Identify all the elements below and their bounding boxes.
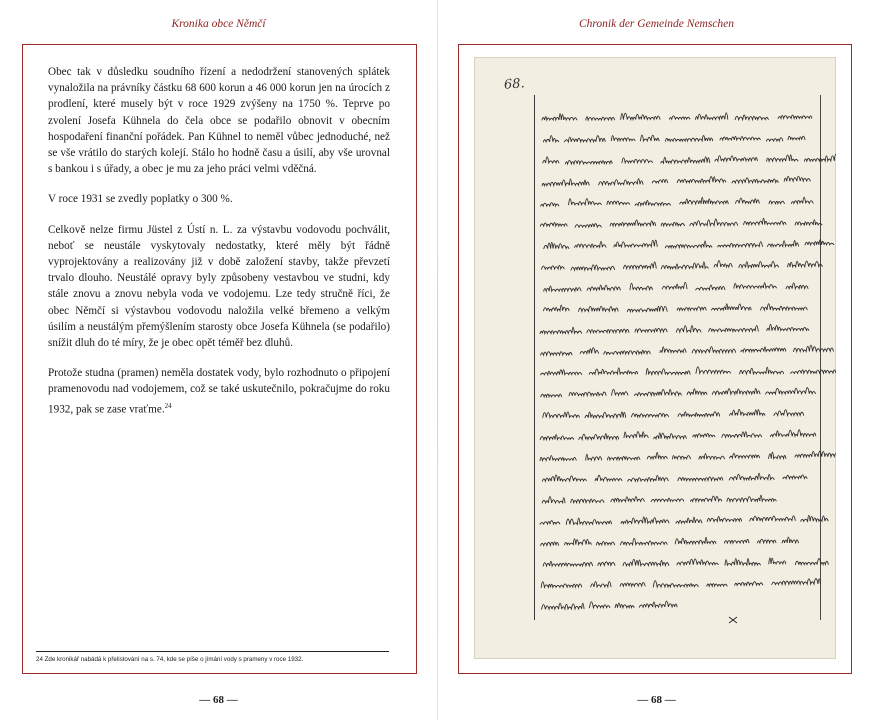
paragraph-3: Celkově nelze firmu Jüstel z Ústí n. L. za výstavbu vodovodu pochválit, neboť se neustále vyskytovaly nedostatky, které měly být řádně vyprojektovány a realizovány již v době založení stavby, takže převzetí trvalo dlouho. Neustálé opravy byly způsobeny vestavbou ve studni, kdy stále znovu a znovu nebyla voda ve vodojemu. Lze tedy stručně říci, že obec Němčí si výstavbou vodovodu naložila velké břemeno a velkým úsilím a neustálým přemýšlením starosty obce Josefa Kühnela (se podařilo) snížit dluh do té míry, že je obec opět téměř bez dluhů.	[48, 223, 390, 350]
page-number-left: — 68 —	[199, 694, 238, 706]
handwritten-line	[540, 430, 816, 441]
closing-mark	[729, 617, 737, 623]
manuscript-page-number: 68.	[503, 76, 526, 93]
left-page	[0, 0, 437, 720]
running-head-left: Kronika obce Němčí	[171, 18, 266, 30]
handwritten-line	[543, 557, 828, 566]
right-page	[438, 0, 875, 720]
handwritten-line	[541, 536, 799, 545]
handwritten-line	[544, 281, 808, 291]
handwritten-line	[542, 601, 677, 610]
handwritten-line	[542, 175, 810, 185]
handwritten-line	[540, 324, 809, 334]
running-head-right: Chronik der Gemeinde Nemschen	[578, 18, 735, 30]
footnote: 24 Zde kronikář nabádá k přelistování na s. 74, kde se píše o jímání vody s prameny v roce 1932.	[36, 656, 304, 663]
handwritten-text-image	[474, 57, 836, 659]
handwritten-line	[543, 409, 804, 418]
manuscript-scan	[474, 57, 836, 659]
handwritten-line	[543, 134, 805, 143]
paragraph-4-text: Protože studna (pramen) neměla dostatek vody, bylo rozhodnuto o připojení pramenovodu nad vodojemem, což se také uskutečnilo, pokračujme do roku 1932, pak se zase vraťme.	[48, 367, 390, 416]
handwritten-line	[543, 303, 807, 312]
footnote-reference[interactable]: 24	[164, 401, 172, 410]
handwritten-line	[541, 578, 820, 588]
handwritten-line	[544, 238, 834, 248]
handwritten-line	[540, 450, 836, 461]
body-text	[48, 64, 390, 432]
paragraph-2: V roce 1931 se zvedly poplatky o 300 %.	[48, 193, 233, 206]
handwritten-line	[543, 154, 836, 165]
paragraph-4	[48, 365, 390, 417]
page-number-right: — 68 —	[637, 694, 676, 706]
handwritten-line	[540, 218, 822, 228]
handwritten-line	[540, 515, 828, 525]
footnote-divider	[36, 651, 389, 652]
handwritten-line	[541, 366, 836, 376]
handwritten-line	[542, 472, 807, 482]
handwritten-line	[541, 345, 834, 355]
handwritten-line	[542, 494, 776, 503]
handwritten-line	[541, 387, 816, 396]
handwritten-line	[542, 112, 812, 121]
handwritten-line	[541, 197, 814, 207]
handwritten-line	[541, 259, 822, 270]
paragraph-1: Obec tak v důsledku soudního řízení a nedodržení stanovených splátek vynaložila na právníky částku 68 600 korun a 46 000 korun jen na úrocích z prodlení, které musely být v roce 1929 zvýšeny na 1750 %. Teprve po zvolení Josefa Kühnela do čela obce se podařilo obnovit v obecním hospodaření finanční pořádek. Pan Kühnel to neměl vůbec jednoduché, než se vše vrátilo do starých kolejí. Stálo ho hodně času a úsilí, aby vše urovnal s bankou i s úřady, a obec je mu za jeho práci velmi vděčná.	[48, 66, 390, 176]
